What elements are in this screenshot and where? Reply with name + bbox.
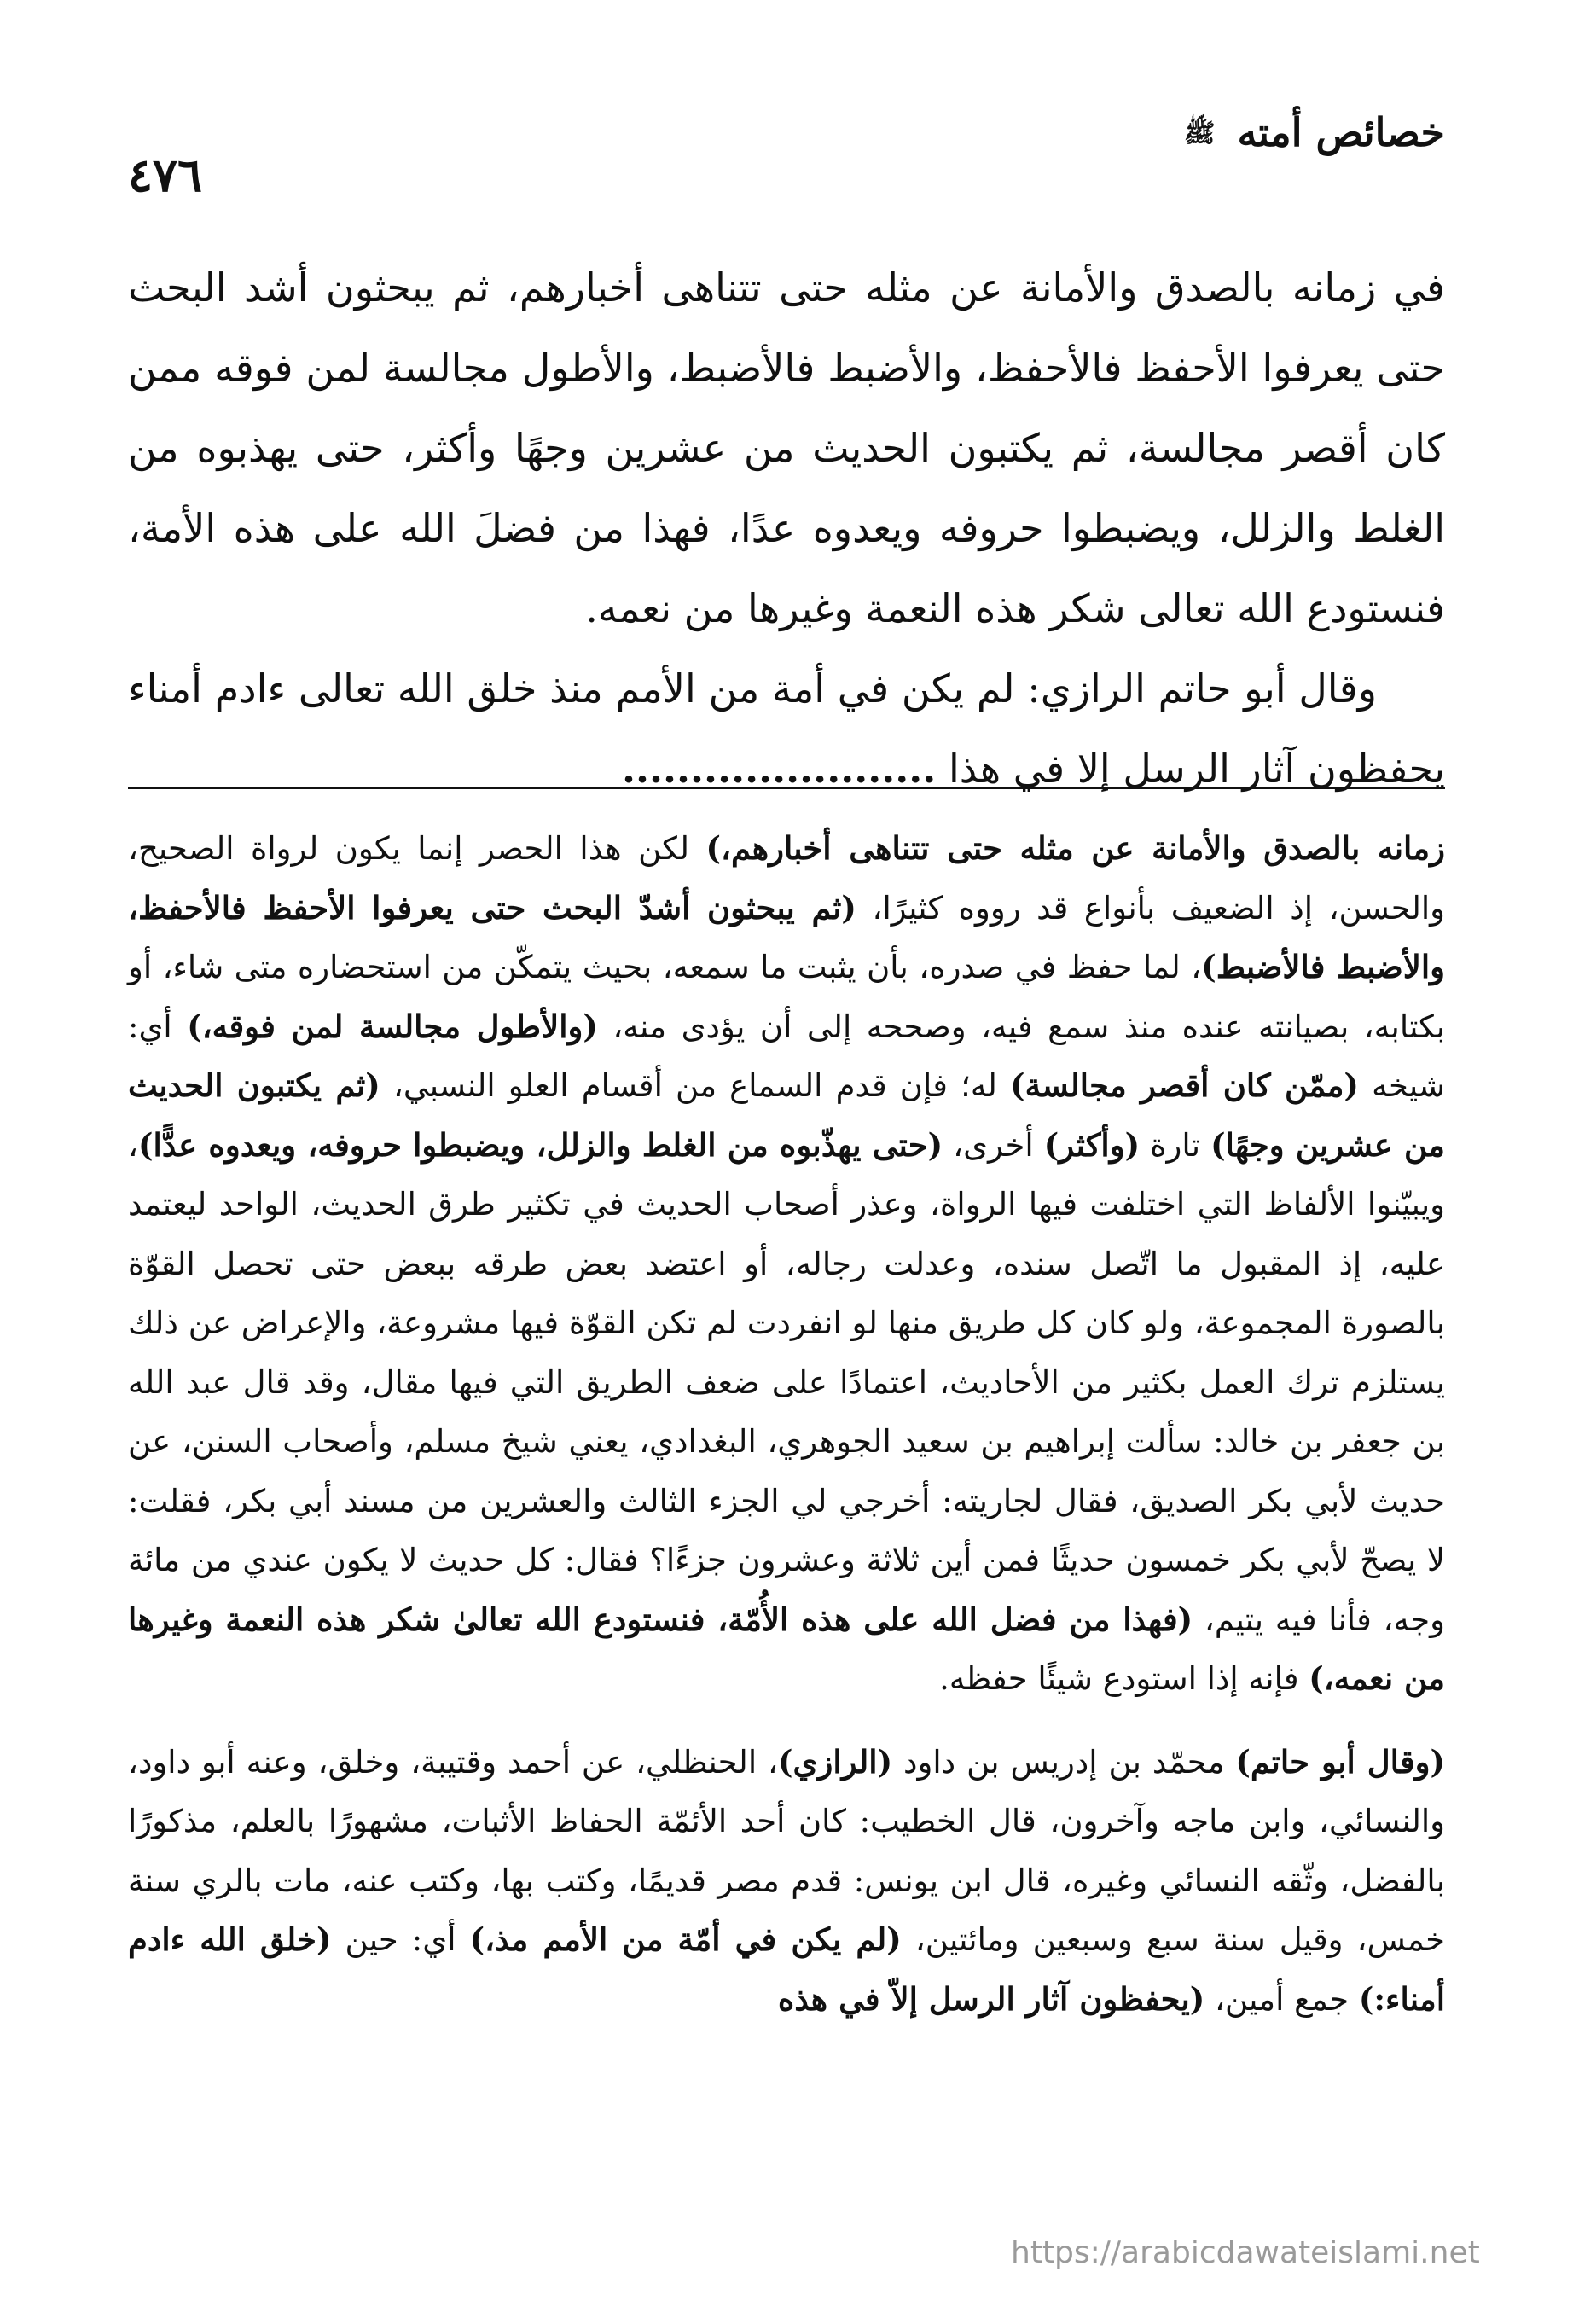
quoted-main-text: (ثم يكتبون الحديث من عشرين وجهًا) xyxy=(128,1066,1445,1164)
quoted-main-text: (وأكثر) xyxy=(1043,1125,1141,1164)
source-watermark: https://arabicdawateislami.net xyxy=(1011,2235,1480,2270)
main-paragraph xyxy=(128,648,1445,809)
main-paragraph-text: وقال أبو حاتم الرازي: لم يكن في أمة من الأمم منذ خلق الله تعالى ءادم أمناء يحفظون آثار الرسل إلا في هذا xyxy=(128,665,1445,792)
quoted-main-text: (وقال أبو حاتم) xyxy=(1235,1742,1446,1781)
quoted-main-text: (يحفظون آثار الرسل إلاّ في هذه xyxy=(777,1979,1205,2018)
page-number: ٤٧٦ xyxy=(128,148,203,202)
commentary-paragraph xyxy=(128,819,1445,1709)
honorific-glyph: ﷺ xyxy=(1184,118,1216,148)
quoted-main-text: (والأطول مجالسة لمن فوقه،) xyxy=(187,1007,598,1045)
commentary-block xyxy=(128,819,1445,2029)
quoted-main-text: (حتى يهذّبوه من الغلط والزلل، ويضبطوا حروفه، ويعدوه عدًّا) xyxy=(137,1125,943,1164)
commentary-text: أي: شيخه xyxy=(128,1008,1445,1104)
commentary-text: لكن هذا الحصر إنما يكون لرواة الصحيح، والحسن، إذ الضعيف بأنواع قد رووه كثيرًا، xyxy=(128,830,1445,927)
commentary-text: محمّد بن إدريس بن داود xyxy=(892,1743,1236,1781)
commentary-text: ، ويبيّنوا الألفاظ التي اختلفت فيها الرواة، وعذر أصحاب الحديث في تكثير طرق الحديث، الواحد ليعتمد عليه، إذ المقبول ما اتّصل سنده، وعدلت رجاله، أو اعتضد بعض طرقه ببعض حتى تحصل القوّة بالصورة المجموعة، ولو كان كل طريق منها لو انفردت لم تكن القوّة فيها مشروعة، والإعراض عن ذلك يستلزم ترك العمل بكثير من الأحاديث، اعتمادًا على ضعف الطريق التي فيها مقال، وقد قال عبد الله بن جعفر بن خالد: سألت إبراهيم بن سعيد الجوهري، البغدادي، يعني شيخ مسلم، وأصحاب السنن، عن حديث لأبي بكر الصديق، فقال لجاريته: أخرجي لي الجزء الثالث والعشرين من مسند أبي بكر، فقلت: لا يصحّ لأبي بكر خمسون حديثًا فمن أين ثلاثة وعشرون جزءًا؟ فقال: كل حديث لا يكون عندي من مائة وجه، فأنا فيه يتيم، xyxy=(128,1126,1446,1638)
quoted-main-text: (لم يكن في أمّة من الأمم مذ،) xyxy=(469,1920,902,1958)
commentary-text: ، الحنظلي، عن أحمد وقتيبة، وخلق، وعنه أبو داود، والنسائي، وابن ماجه وآخرون، قال الخطيب: كان أحد الأئمّة الحفاظ الأثبات، مشهورًا بالعلم، مذكورًا بالفضل، وثّقه النسائي وغيره، قال ابن يونس: قدم مصر قديمًا، وكتب بها، وكتب عنه، مات بالري سنة خمس، وقيل سنة سبع وسبعين ومائتين، xyxy=(128,1743,1445,1958)
commentary-text: جمع أمين، xyxy=(1204,1980,1359,2018)
chapter-title-text: خصائص أمته xyxy=(1237,109,1445,155)
running-header xyxy=(128,101,1445,202)
quoted-main-text: (الرازي) xyxy=(777,1742,893,1781)
commentary-text: أي: حين xyxy=(331,1921,470,1958)
main-paragraph: في زمانه بالصدق والأمانة عن مثله حتى تتناهى أخبارهم، ثم يبحثون أشد البحث حتى يعرفوا الأحفظ فالأحفظ، والأضبط فالأضبط، والأطول مجالسة لمن فوقه ممن كان أقصر مجالسة، ثم يكتبون الحديث من عشرين وجهًا وأكثر، حتى يهذبوه من الغلط والزلل، ويضبطوا حروفه ويعدوه عدًا، فهذا من فضلَ الله على هذه الأمة، فنستودع الله تعالى شكر هذه النعمة وغيرها من نعمه. xyxy=(128,264,1445,631)
quoted-main-text: (فهذا من فضل الله على هذه الأُمّة، فنستودع الله تعالىٰ شكر هذه النعمة وغيرها من نعمه،) xyxy=(128,1600,1445,1697)
quoted-main-text: زمانه بالصدق والأمانة عن مثله حتى تتناهى أخبارهم،) xyxy=(705,829,1445,867)
chapter-title xyxy=(1184,109,1445,155)
quoted-main-text: (ثم يبحثون أشدّ البحث حتى يعرفوا الأحفظ فالأحفظ، والأضبط فالأضبط) xyxy=(128,888,1446,985)
commentary-text: له؛ فإن قدم السماع من أقسام العلو النسبي، xyxy=(380,1067,1011,1104)
commentary-text: أخرى، xyxy=(943,1126,1044,1164)
quoted-main-text: (خلق الله ءادم أمناء:) xyxy=(128,1920,1445,2018)
footnote-separator-rule xyxy=(128,787,1445,789)
main-text-block xyxy=(128,247,1445,809)
continuation-dots: ....................... xyxy=(621,746,937,792)
quoted-main-text: (ممّن كان أقصر مجالسة) xyxy=(1010,1066,1359,1104)
commentary-paragraph xyxy=(128,1733,1445,2030)
commentary-text: تارة xyxy=(1140,1126,1211,1164)
commentary-text: ، لما حفظ في صدره، بأن يثبت ما سمعه، بحيث يتمكّن من استحضاره متى شاء، أو بكتابه، بصيانته عنده منذ سمع فيه، وصححه إلى أن يؤدى منه، xyxy=(128,949,1445,1045)
commentary-text: فإنه إذا استودع شيئًا حفظه. xyxy=(939,1660,1309,1697)
